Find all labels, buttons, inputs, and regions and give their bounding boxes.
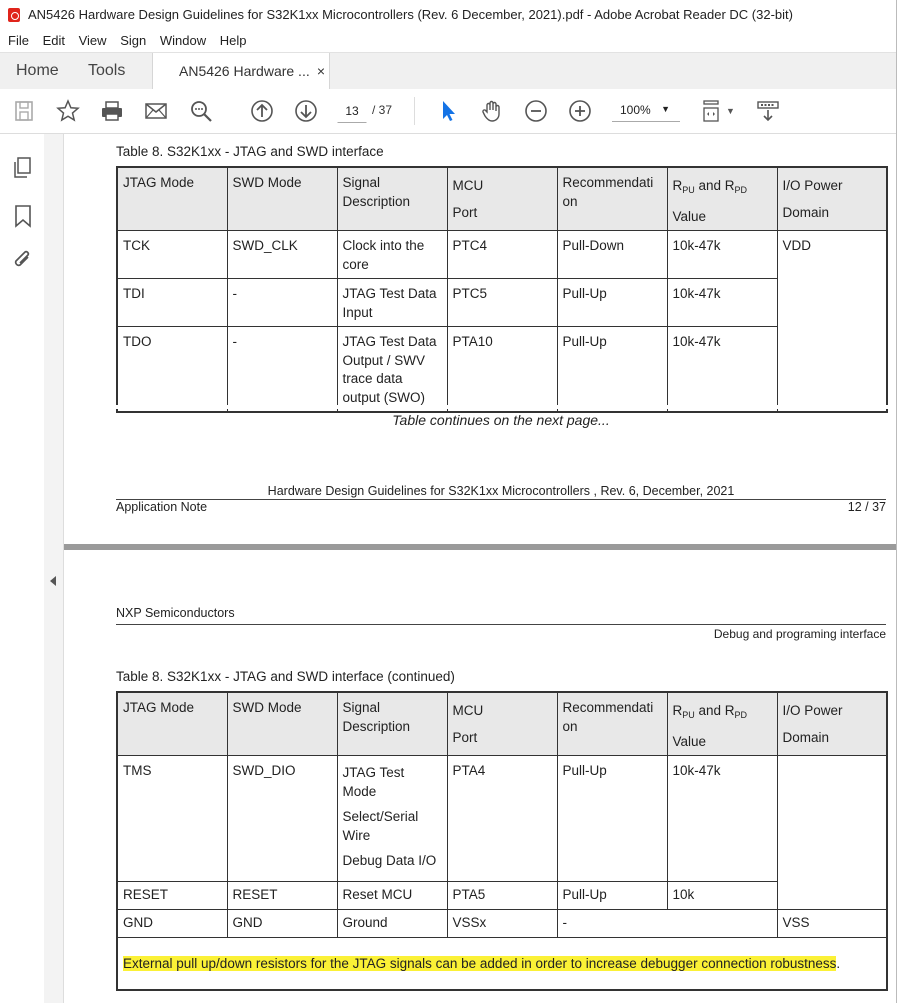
menu-file[interactable]: File — [8, 33, 29, 48]
cell-r: 10k-47k — [667, 231, 777, 279]
highlighted-note: External pull up/down resistors for the JTAG signals can be added in order to increase debugger connection robustness — [123, 956, 837, 971]
header-r-pd: PD — [734, 710, 748, 720]
menu-bar — [0, 30, 896, 52]
bookmark-star-icon[interactable] — [56, 99, 80, 123]
header-jtag-mode: JTAG Mode — [117, 167, 227, 231]
header-swd-mode: SWD Mode — [227, 167, 337, 231]
header-io-1: I/O Power — [782, 178, 843, 193]
cell-rec: Pull-Up — [557, 279, 667, 327]
next-page-icon[interactable] — [294, 99, 318, 123]
header-r-pd: PD — [734, 185, 748, 195]
cell-mcu: PTA4 — [447, 756, 557, 882]
cell-signal: JTAG Test Data Output / SWV trace data output (SWO) — [337, 327, 447, 413]
cell-signal-line-b: Select/Serial Wire — [342, 809, 419, 843]
page-fit-chevron-icon[interactable]: ▼ — [726, 106, 735, 116]
header-rec-1: Recommendati — [562, 700, 654, 715]
tab-home[interactable]: Home — [16, 62, 59, 79]
table-caption-continued: Table 8. S32K1xx - JTAG and SWD interface (continued) — [116, 669, 455, 684]
page-thumbnails-icon[interactable] — [12, 156, 34, 180]
tab-bar — [0, 52, 896, 90]
cell-r: 10k-47k — [667, 327, 777, 413]
window-right-edge — [896, 0, 902, 1003]
cell-mcu: PTA10 — [447, 327, 557, 413]
header-signal-2: Description — [342, 193, 411, 209]
cell-swd: RESET — [227, 882, 337, 910]
cell-r: 10k-47k — [667, 756, 777, 882]
pane-collapse-strip[interactable] — [44, 134, 64, 1003]
note-period: . — [836, 956, 841, 971]
toolbar — [0, 89, 896, 134]
header-r-value: Value — [672, 733, 707, 749]
table-note-row — [117, 938, 887, 990]
jtag-swd-table-continued — [116, 691, 888, 991]
select-cursor-icon[interactable] — [436, 99, 460, 123]
cell-signal: Ground — [337, 910, 447, 938]
close-tab-icon[interactable]: × — [316, 63, 325, 79]
header-mcu-2: Port — [452, 204, 478, 220]
header-mcu-1: MCU — [452, 178, 484, 193]
table-header-row — [117, 167, 887, 231]
table-header-row — [117, 692, 887, 756]
cell-jtag: TCK — [117, 231, 227, 279]
header-rule — [116, 624, 886, 625]
scroll-mode-icon[interactable] — [756, 99, 780, 123]
header-io-power-domain — [777, 692, 887, 756]
jtag-swd-table — [116, 166, 888, 413]
cell-r: 10k-47k — [667, 279, 777, 327]
page-number-input[interactable]: 13 — [337, 99, 367, 123]
header-r-prefix: R — [672, 178, 683, 193]
tab-document[interactable] — [152, 53, 330, 90]
cell-mcu: PTC4 — [447, 231, 557, 279]
company-header: NXP Semiconductors — [116, 606, 235, 620]
cell-signal — [337, 756, 447, 882]
cell-r: 10k — [667, 882, 777, 910]
menu-help[interactable]: Help — [219, 33, 247, 48]
cell-swd: - — [227, 327, 337, 413]
attachments-icon[interactable] — [12, 248, 34, 272]
cell-mcu: PTC5 — [447, 279, 557, 327]
tab-tools[interactable]: Tools — [88, 62, 126, 79]
cell-io: VSS — [777, 910, 887, 938]
toolbar-divider — [414, 97, 415, 125]
header-r-and: and R — [694, 178, 735, 193]
footer-rule — [116, 499, 886, 500]
header-signal-description — [337, 167, 447, 231]
header-rpu-rpd-value — [667, 692, 777, 756]
document-view[interactable] — [64, 134, 896, 1003]
pdf-app-icon — [8, 8, 20, 22]
cell-signal-line-c: Debug Data I/O — [342, 853, 437, 868]
cell-jtag: TDI — [117, 279, 227, 327]
cell-rec: Pull-Up — [557, 756, 667, 882]
header-rec-2: on — [562, 718, 578, 734]
find-search-icon[interactable] — [189, 99, 213, 123]
cell-rec: Pull-Down — [557, 231, 667, 279]
cell-io: VDD — [777, 231, 887, 413]
cell-jtag: TMS — [117, 756, 227, 882]
table-row — [117, 231, 887, 279]
header-r-prefix: R — [672, 703, 683, 718]
header-recommendation — [557, 167, 667, 231]
header-rec-2: on — [562, 193, 578, 209]
header-r-and: and R — [694, 703, 735, 718]
menu-view[interactable]: View — [78, 33, 107, 48]
footer-page-number: 12 / 37 — [847, 500, 886, 514]
zoom-in-icon[interactable] — [568, 99, 592, 123]
cell-mcu: VSSx — [447, 910, 557, 938]
header-signal-2: Description — [342, 718, 411, 734]
table-caption: Table 8. S32K1xx - JTAG and SWD interface — [116, 144, 384, 159]
header-rec-1: Recommendati — [562, 175, 654, 190]
table-row — [117, 910, 887, 938]
footer-title: Hardware Design Guidelines for S32K1xx Microcontrollers , Rev. 6, December, 2021 — [267, 484, 735, 498]
header-swd-mode: SWD Mode — [227, 692, 337, 756]
header-r-value: Value — [672, 208, 707, 224]
header-io-1: I/O Power — [782, 703, 843, 718]
cell-rec: Pull-Up — [557, 882, 667, 910]
print-icon[interactable] — [100, 99, 124, 123]
zoom-out-icon[interactable] — [524, 99, 548, 123]
collapse-arrow-icon[interactable] — [50, 576, 56, 586]
header-signal-1: Signal — [342, 700, 381, 715]
cell-swd: GND — [227, 910, 337, 938]
table-continues-note: Table continues on the next page... — [392, 412, 610, 428]
chevron-down-icon: ▼ — [661, 104, 670, 114]
header-recommendation — [557, 692, 667, 756]
page-fit-icon[interactable] — [700, 99, 724, 123]
footer-left: Application Note — [116, 500, 208, 514]
cell-signal: Reset MCU — [337, 882, 447, 910]
header-rpu-rpd-value — [667, 167, 777, 231]
header-io-2: Domain — [782, 729, 830, 745]
header-jtag-mode: JTAG Mode — [117, 692, 227, 756]
menu-window[interactable]: Window — [159, 33, 207, 48]
email-icon[interactable] — [144, 99, 168, 123]
header-signal-description — [337, 692, 447, 756]
cell-io — [777, 756, 887, 910]
header-mcu-1: MCU — [452, 703, 484, 718]
cell-signal-line-a: JTAG Test Mode — [342, 765, 405, 799]
header-mcu-port — [447, 167, 557, 231]
cell-swd: - — [227, 279, 337, 327]
previous-page-icon[interactable] — [250, 99, 274, 123]
window-title: AN5426 Hardware Design Guidelines for S32K1xx Microcontrollers (Rev. 6 December, 2021).pdf - Adobe Acrobat Reader DC (32-bit) — [28, 7, 793, 22]
cell-rec: - — [557, 910, 777, 938]
title-bar — [0, 0, 896, 30]
cell-swd: SWD_DIO — [227, 756, 337, 882]
header-mcu-port — [447, 692, 557, 756]
cell-jtag: TDO — [117, 327, 227, 413]
table-row — [117, 327, 887, 413]
cell-signal: JTAG Test Data Input — [337, 279, 447, 327]
navigation-pane — [0, 134, 45, 1003]
section-header: Debug and programing interface — [713, 627, 886, 641]
cell-signal: Clock into the core — [337, 231, 447, 279]
table-row — [117, 882, 887, 910]
cell-jtag: GND — [117, 910, 227, 938]
cell-rec: Pull-Up — [557, 327, 667, 413]
page-separator — [64, 544, 896, 550]
hand-tool-icon[interactable] — [480, 99, 504, 123]
header-r-pu: PU — [682, 710, 695, 720]
tab-document-label: AN5426 Hardware ... — [179, 63, 310, 79]
save-icon[interactable] — [12, 99, 36, 123]
header-mcu-2: Port — [452, 729, 478, 745]
page-total: / 37 — [372, 103, 393, 117]
table-note-cell — [117, 938, 887, 990]
header-io-power-domain — [777, 167, 887, 231]
menu-sign[interactable]: Sign — [120, 33, 147, 48]
cell-swd: SWD_CLK — [227, 231, 337, 279]
table-row — [117, 279, 887, 327]
zoom-select[interactable] — [612, 99, 680, 122]
table-row — [117, 756, 887, 882]
bookmarks-icon[interactable] — [13, 204, 33, 228]
zoom-value: 100% — [620, 103, 651, 117]
header-signal-1: Signal — [342, 175, 381, 190]
menu-edit[interactable]: Edit — [42, 33, 65, 48]
cell-mcu: PTA5 — [447, 882, 557, 910]
header-r-pu: PU — [682, 185, 695, 195]
cell-jtag: RESET — [117, 882, 227, 910]
table-cut-mask — [116, 405, 890, 409]
header-io-2: Domain — [782, 204, 830, 220]
